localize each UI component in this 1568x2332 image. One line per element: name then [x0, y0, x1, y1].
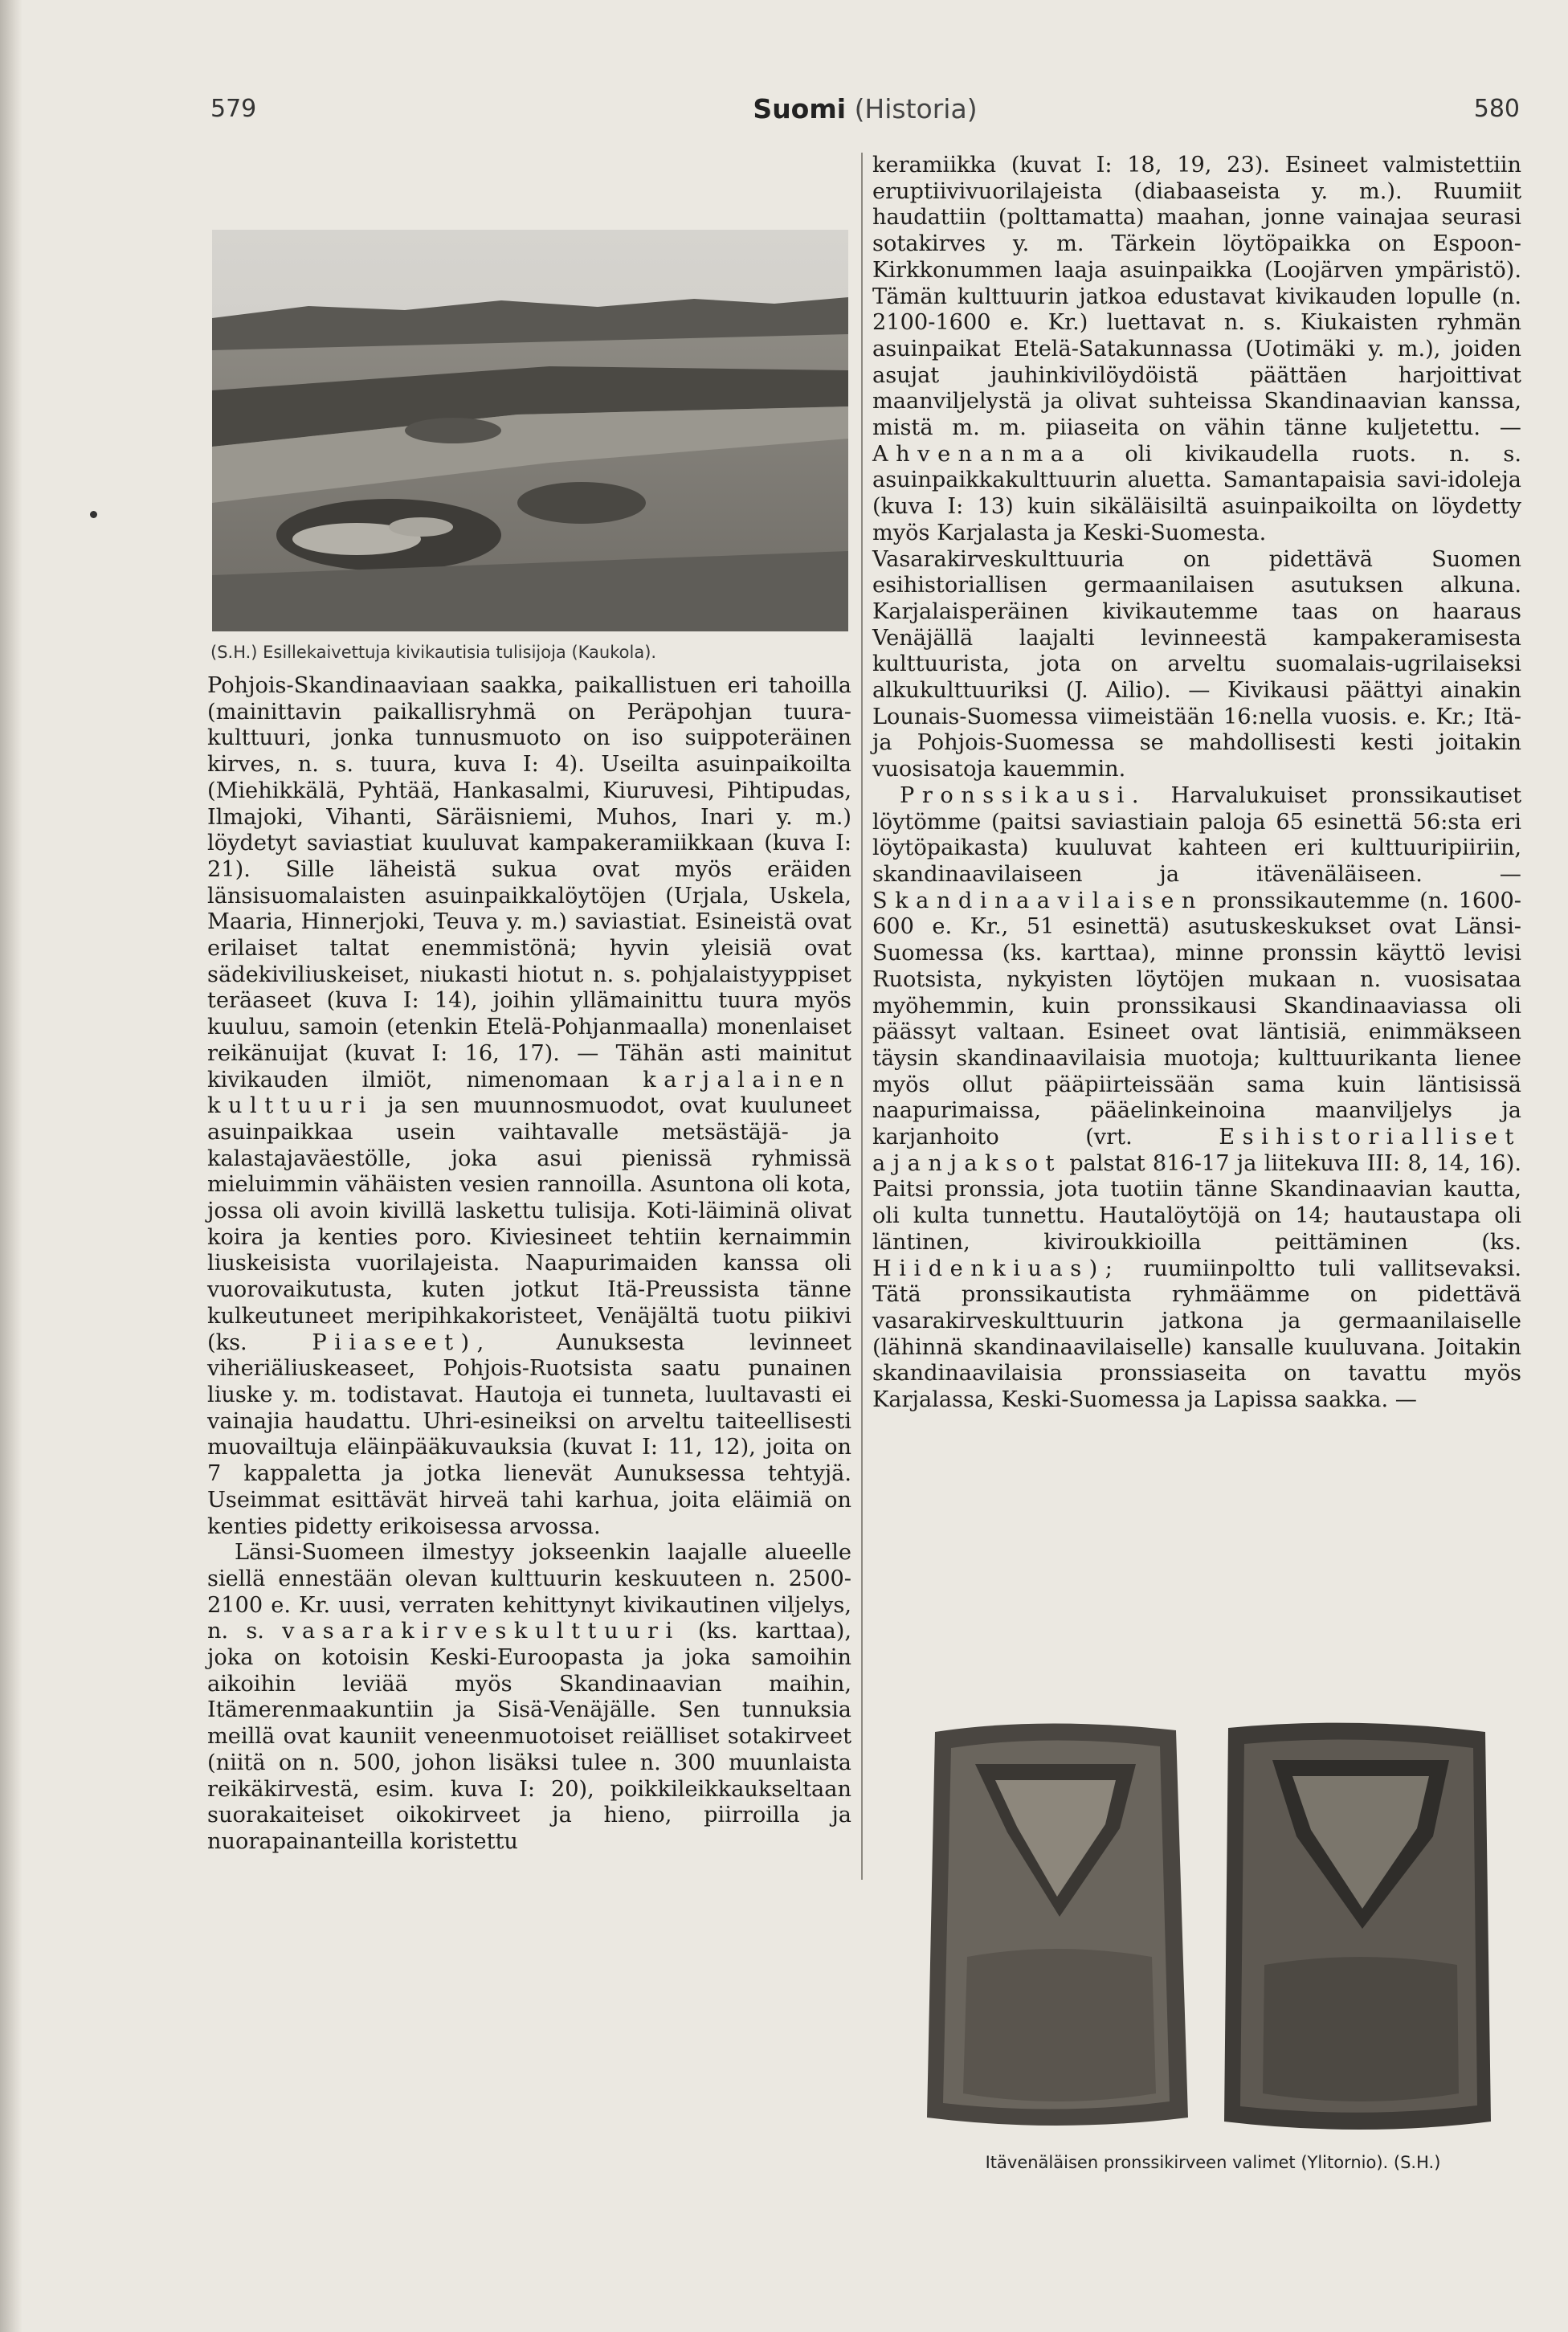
figure2-caption: Itävenäläisen pronssikirveen valimet (Ylitornio). (S.H.) [985, 2153, 1441, 2172]
emphasis-term: Piiaseet), [312, 1329, 492, 1355]
section-heading-bronze-age: Pronssikausi. [900, 782, 1147, 808]
paragraph: keramiikka (kuvat I: 18, 19, 23). Esineet valmistettiin eruptiivivuorilajeista (diabaaseista y. m.). Ruumiit haudattiin (polttamatta) maahan, jonne vainajaa seurasi sotakirves y. m. Tärkein löytöpaikka on Espoon-Kirkkonummen laaja asuinpaikka (Loojärven ympäristö). Tämän kulttuurin jatkoa edustavat kivikauden lopulle (n. 2100-1600 e. Kr.) luettavat n. s. Kiukaisten ryhmän asuinpaikat Etelä-Satakunnassa (Uotimäki y. m.), joiden asujat jauhinkivilöydöistä päättäen harjoittivat maanviljelystä ja olivat suhteissa Skandinaavian kanssa, mistä m. m. piiaseita on vähin tänne kuljetettu. — Ahvenanmaa oli kivikaudella ruots. n. s. asuinpaikkakulttuurin aluetta. Samantapaisia savi-idoleja (kuva I: 13) kuin sikäläisiltä asuinpaikoilta on löydetty myös Karjalasta ja Keski-Suomesta. [872, 153, 1521, 545]
right-column [872, 153, 1521, 1414]
running-title-sub: (Historia) [854, 93, 978, 125]
page-header [210, 95, 1520, 135]
paragraph: Pohjois-Skandinaaviaan saakka, paikallistuen eri tahoilla (mainittavin paikallisryhmä on Peräpohjan tuura-kulttuuri, jonka tunnusmuoto on iso suippoteräinen kirves, n. s. tuura, kuva I: 4). Useilta asuinpaikoilta (Miehikkälä, Pyhtää, Hankasalmi, Kiuruvesi, Pihtipudas, Ilmajoki, Vihanti, Säräisniemi, Muhos, Inari y. m.) löydetyt saviastiat kuuluvat kampakeramiikkaan (kuva I: 21). Sille läheistä sukua ovat myös eräiden länsisuomalaisten asuinpaikkalöytöjen (Urjala, Uskela, Maaria, Hinnerjoki, Teuva y. m.) saviastiat. Esineistä ovat erilaiset taltat enemmistönä; hyvin yleisiä ovat sädekiviliuskeiset, niukasti hiotut n. s. pohjalaistyyppiset teräaseet (kuva I: 14), joihin yllämainittu tuura myös kuuluu, samoin (etenkin Etelä-Pohjanmaalla) monenlaiset reikänuijat (kuvat I: 16, 17). — Tähän asti mainitut kivikauden ilmiöt, nimenomaan karjalainen kulttuuri ja sen muunnosmuodot, ovat kuuluneet asuinpaikkaa usein vaihtavalle metsästäjä- ja kalastajaväestölle, joka asui pienissä ryhmissä mieluimmin vähäisten vesien rannoilla. Asuntona oli kota, jossa oli avoin kivillä laskettu tulisija. Koti-läiminä olivat koira ja kenties poro. Kiviesineet tehtiin kernaimmin liuskeisista vuorilajeista. Naapurimaiden kanssa oli vuorovaikutusta, kuten jotkut Itä-Preussista tänne kulkeutuneet meripihkakoristeet, Venäjältä tuotu piikivi (ks. Piiaseet), Aunuksesta levinneet viheriäliuskeaseet, Pohjois-Ruotsista saatu punainen liuske y. m. todistavat. Hautoja ei tunneta, luultavasti ei vainajia haudattu. Uhri-esineiksi on arveltu taiteellisesti muovailtuja eläinpääkuvauksia (kuvat I: 11, 12), joita on 7 kappaletta ja jotka lienevät Aunuksessa tehtyjä. Useimmat esittävät hirveä tahi karhua, joita eläimiä on kenties pidetty erikoisessa arvossa. [207, 673, 851, 1539]
page-binding-shadow [0, 0, 22, 2332]
emphasis-term: Skandinaavilaisen [872, 888, 1203, 913]
emphasis-term: vasarakirveskulttuuri [282, 1619, 680, 1644]
emphasis-term: Ahvenanmaa [872, 441, 1092, 467]
hearth-excavation-photo [212, 230, 848, 631]
page-number-left: 579 [210, 95, 257, 123]
column-divider [861, 153, 863, 1880]
running-title [210, 93, 1520, 125]
paragraph: Länsi-Suomeen ilmestyy jokseenkin laajalle alueelle siellä ennestään olevan kulttuurin keskuuteen n. 2500-2100 e. Kr. uusi, verraten kehittynyt kivikautinen viljelys, n. s. vasarakirveskulttuuri (ks. karttaa), joka on kotoisin Keski-Euroopasta ja joka samoihin aikoihin leviää myös Skandinaavian maihin, Itämerenmaakuntiin ja Sisä-Venäjälle. Sen tunnuksia meillä ovat kauniit veneenmuotoiset reiälliset sotakirveet (niitä on n. 500, johon lisäksi tulee n. 300 muunlaista reikäkirvestä, esim. kuva I: 20), poikkileikkaukseltaan suorakaiteiset oikokirveet ja hieno, piirroilla ja nuorapainanteilla koristettu [207, 1540, 851, 1854]
margin-dot [90, 511, 97, 518]
emphasis-term: karjalainen kulttuuri [207, 1067, 851, 1119]
figure1-caption: (S.H.) Esillekaivettuja kivikautisia tulisijoja (Kaukola). [210, 643, 657, 662]
running-title-main: Suomi [753, 93, 847, 125]
emphasis-term: Esihistorialliset ajanjaksot [872, 1125, 1521, 1176]
paragraph: Pronssikausi. Harvalukuiset pronssikautiset löytömme (paitsi saviastiain paloja 65 esinettä 56:sta eri löytöpaikasta) kuuluvat kahteen eri kulttuuripiiriin, skandinaavilaiseen ja itävenäläiseen. — Skandinaavilaisen pronssikautemme (n. 1600-600 e. Kr., 51 esinettä) asutuskeskukset ovat Länsi-Suomessa (ks. karttaa), minne pronssin käyttö levisi Ruotsista, nykyisten löytöjen mukaan n. vuosisataa myöhemmin, kuin pronssikausi Skandinaaviassa oli päässyt valtaan. Esineet ovat läntisiä, enimmäkseen täysin skandinaavilaisia muotoja; kulttuurikanta lienee myös ollut pääpiirteissään sama kuin läntisissä naapurimaissa, pääelinkeinoina maanviljelys ja karjanhoito (vrt. Esihistorialliset ajanjaksot palstat 816-17 ja liitekuva III: 8, 14, 16). Paitsi pronssia, jota tuotiin tänne Skandinaavian kautta, oli kulta tunnettu. Hautalöytöjä on 14; hautaustapa oli läntinen, kiviroukkioilla peittäminen (ks. Hiidenkiuas); ruumiinpoltto tuli vallitsevaksi. Tätä pronssikautista ryhmäämme on pidettävä vasarakirveskulttuurin jatkona ja germaanilaiselle (lähinnä skandinaavilaiselle) kansalle kuuluvana. Joitakin skandinaavilaisia pronssiaseita on tavattu myös Karjalassa, Keski-Suomessa ja Lapissa saakka. — [872, 782, 1521, 1413]
paragraph: Vasarakirveskulttuuria on pidettävä Suomen esihistoriallisen germaanilaisen asutuksen alkuna. Karjalaisperäinen kivikautemme taas on haaraus Venäjällä laajalti levinneestä kampakeramisesta kulttuurista, jota on arveltu suomalais-ugrilaiseksi alkukulttuuriksi (J. Ailio). — Kivikausi päättyi ainakin Lounais-Suomessa viimeistään 16:nella vuosis. e. Kr.; Itä- ja Pohjois-Suomessa se mahdollisesti kesti joitakin vuosisatoja kauemmin. [872, 546, 1521, 782]
page-number-right: 580 [1473, 95, 1520, 123]
bronze-axe-molds-photo [919, 1716, 1499, 2142]
left-column [207, 673, 851, 1856]
emphasis-term: Hiidenkiuas); [872, 1256, 1121, 1281]
